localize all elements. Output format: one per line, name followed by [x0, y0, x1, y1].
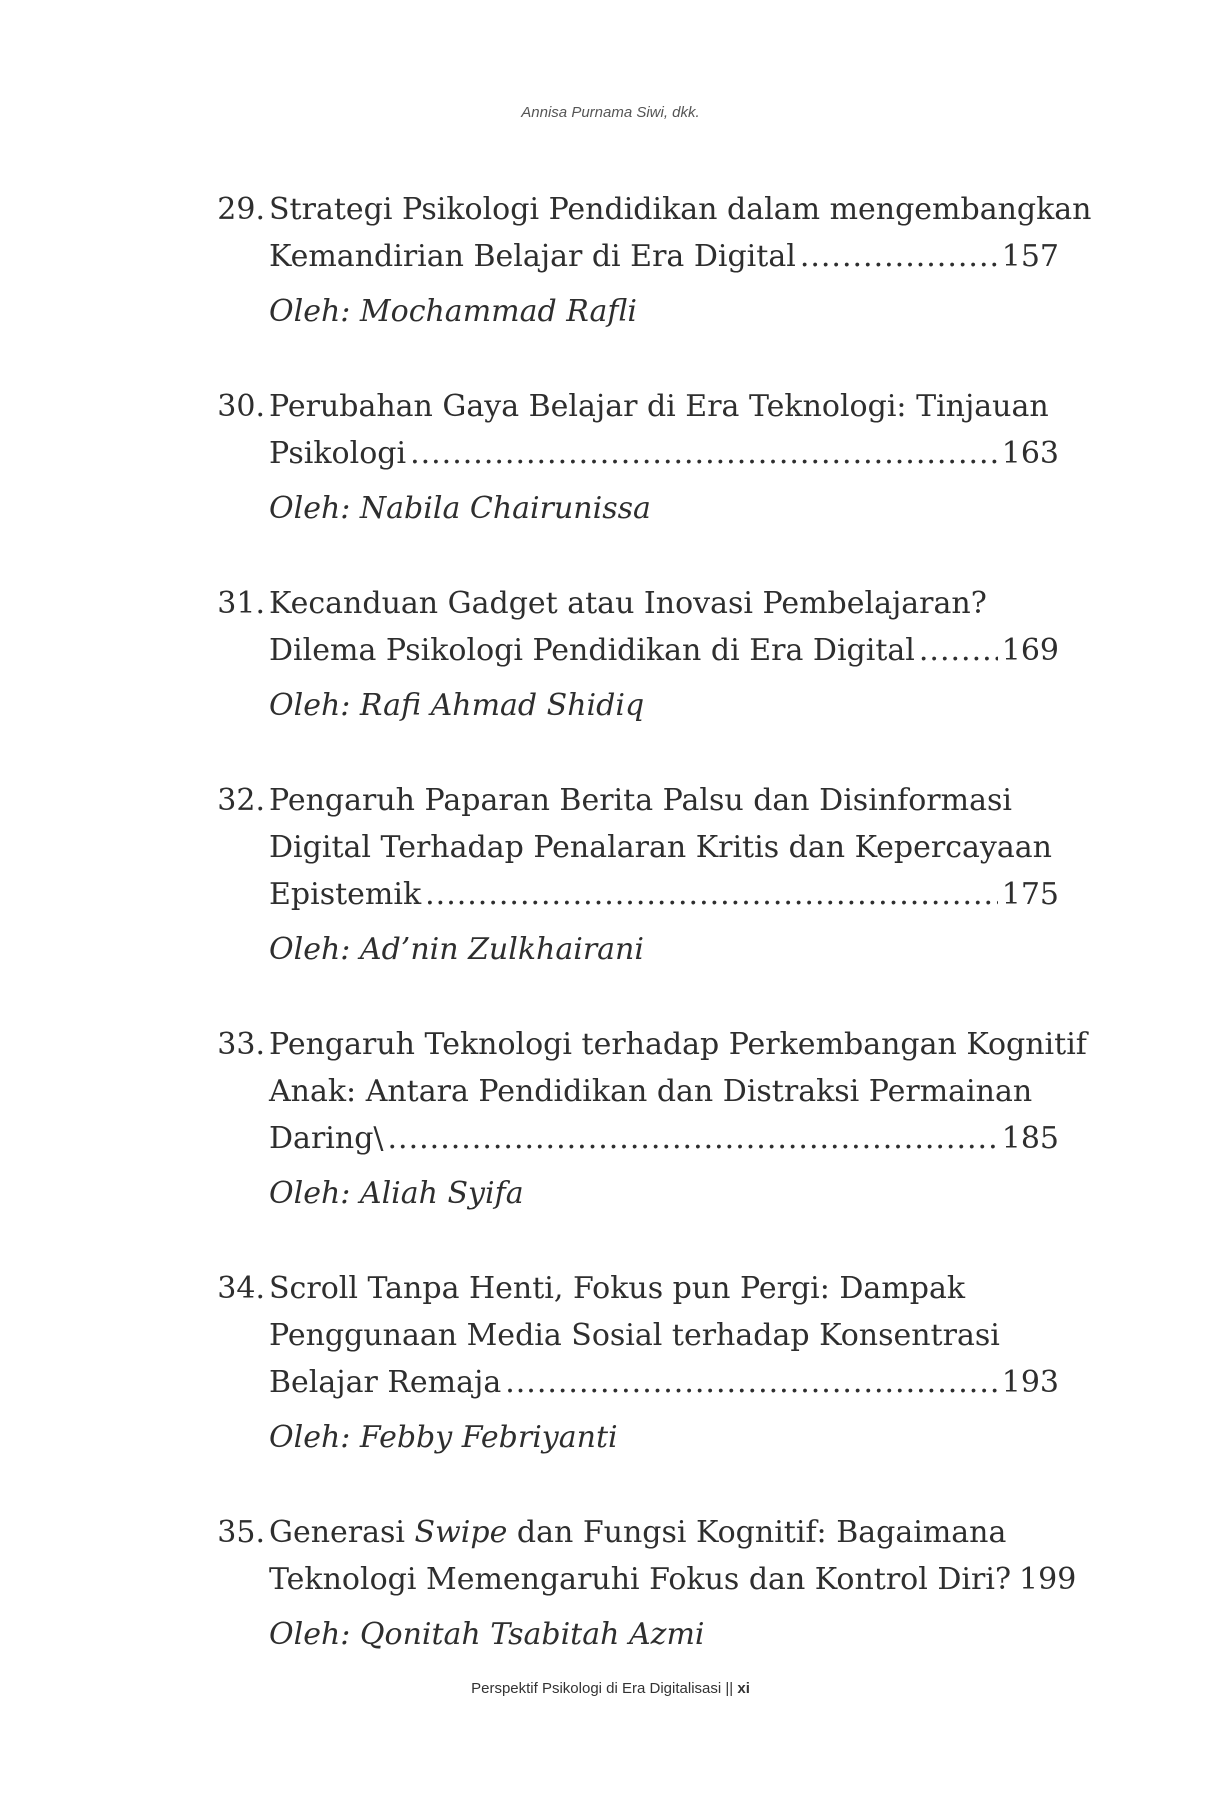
dot-leader [919, 627, 998, 674]
page-number: 185 [1001, 1121, 1059, 1156]
footer-separator: || [725, 1680, 734, 1697]
entry-title-last-line [269, 430, 1059, 477]
page-number: 175 [1001, 877, 1059, 912]
dot-leader [800, 233, 998, 280]
entry-title-line: Anak: Antara Pendidikan dan Distraksi Permainan [269, 1074, 1033, 1109]
toc-entry[interactable] [207, 186, 1092, 335]
entry-title-last-line [269, 1556, 1077, 1603]
entry-title-last-line [269, 233, 1059, 280]
toc-entry[interactable] [207, 1509, 1077, 1658]
page-number: 163 [1001, 436, 1059, 471]
running-head: Annisa Purnama Siwi, dkk. [521, 104, 700, 121]
dot-leader [410, 430, 998, 477]
entry-title-text: Kemandirian Belajar di Era Digital [269, 239, 796, 274]
entry-title-text: Daring\ [269, 1121, 384, 1156]
entry-title-text: dan Fungsi Kognitif: Bagaimana [507, 1515, 1007, 1550]
entry-title-line: Pengaruh Paparan Berita Palsu dan Disinformasi [269, 783, 1012, 818]
entry-title-text: Generasi [269, 1515, 415, 1550]
entry-number: 32. [217, 783, 265, 818]
entry-title-line: Scroll Tanpa Henti, Fokus pun Pergi: Dampak [269, 1271, 966, 1306]
entry-title-line: Perubahan Gaya Belajar di Era Teknologi: Tinjauan [269, 389, 1049, 424]
entry-author: Oleh: Rafi Ahmad Shidiq [269, 688, 645, 723]
entry-number: 35. [217, 1515, 265, 1550]
entry-author: Oleh: Qonitah Tsabitah Azmi [269, 1617, 705, 1652]
page-footer [0, 1680, 1221, 1697]
toc-entry[interactable] [207, 383, 1059, 532]
entry-title-text: Belajar Remaja [269, 1365, 502, 1400]
page-number: 199 [1019, 1562, 1077, 1597]
entry-title-last-line [269, 1359, 1059, 1406]
entry-title-text: Teknologi Memengaruhi Fokus dan Kontrol Diri? [269, 1562, 1012, 1597]
dot-leader [425, 871, 998, 918]
entry-title-line: Strategi Psikologi Pendidikan dalam mengembangkan [269, 192, 1092, 227]
entry-number: 30. [217, 389, 265, 424]
entry-author: Oleh: Mochammad Rafli [269, 294, 637, 329]
entry-number: 29. [217, 192, 265, 227]
page-number: 193 [1001, 1365, 1059, 1400]
dot-leader [505, 1359, 998, 1406]
entry-title-line: Pengaruh Teknologi terhadap Perkembangan Kognitif [269, 1027, 1087, 1062]
entry-title-text: Epistemik [269, 877, 422, 912]
footer-book-title: Perspektif Psikologi di Era Digitalisasi [471, 1680, 722, 1697]
dot-leader [388, 1115, 998, 1162]
entry-number: 33. [217, 1027, 265, 1062]
entry-author: Oleh: Ad’nin Zulkhairani [269, 932, 644, 967]
entry-title-text: Psikologi [269, 436, 407, 471]
page-number: 169 [1001, 633, 1059, 668]
toc-entry[interactable] [207, 777, 1059, 973]
entry-title-italic-term: Swipe [414, 1515, 508, 1550]
folio-page-number: xi [737, 1680, 750, 1697]
toc-entry[interactable] [207, 1265, 1059, 1461]
entry-title-line [269, 1509, 1059, 1556]
entry-title-last-line [269, 871, 1059, 918]
entry-author: Oleh: Febby Febriyanti [269, 1420, 618, 1455]
entry-title-line: Penggunaan Media Sosial terhadap Konsentrasi [269, 1318, 1000, 1353]
entry-title-line: Kecanduan Gadget atau Inovasi Pembelajaran? [269, 586, 987, 621]
entry-title-last-line [269, 627, 1059, 674]
entry-number: 34. [217, 1271, 265, 1306]
entry-title-last-line [269, 1115, 1059, 1162]
page-number: 157 [1001, 239, 1059, 274]
toc-entry[interactable] [207, 580, 1059, 729]
entry-title-text: Dilema Psikologi Pendidikan di Era Digital [269, 633, 915, 668]
table-of-contents [207, 186, 1092, 1706]
entry-number: 31. [217, 586, 265, 621]
entry-author: Oleh: Aliah Syifa [269, 1176, 524, 1211]
entry-author: Oleh: Nabila Chairunissa [269, 491, 651, 526]
entry-title-line: Digital Terhadap Penalaran Kritis dan Kepercayaan [269, 830, 1052, 865]
toc-entry[interactable] [207, 1021, 1087, 1217]
